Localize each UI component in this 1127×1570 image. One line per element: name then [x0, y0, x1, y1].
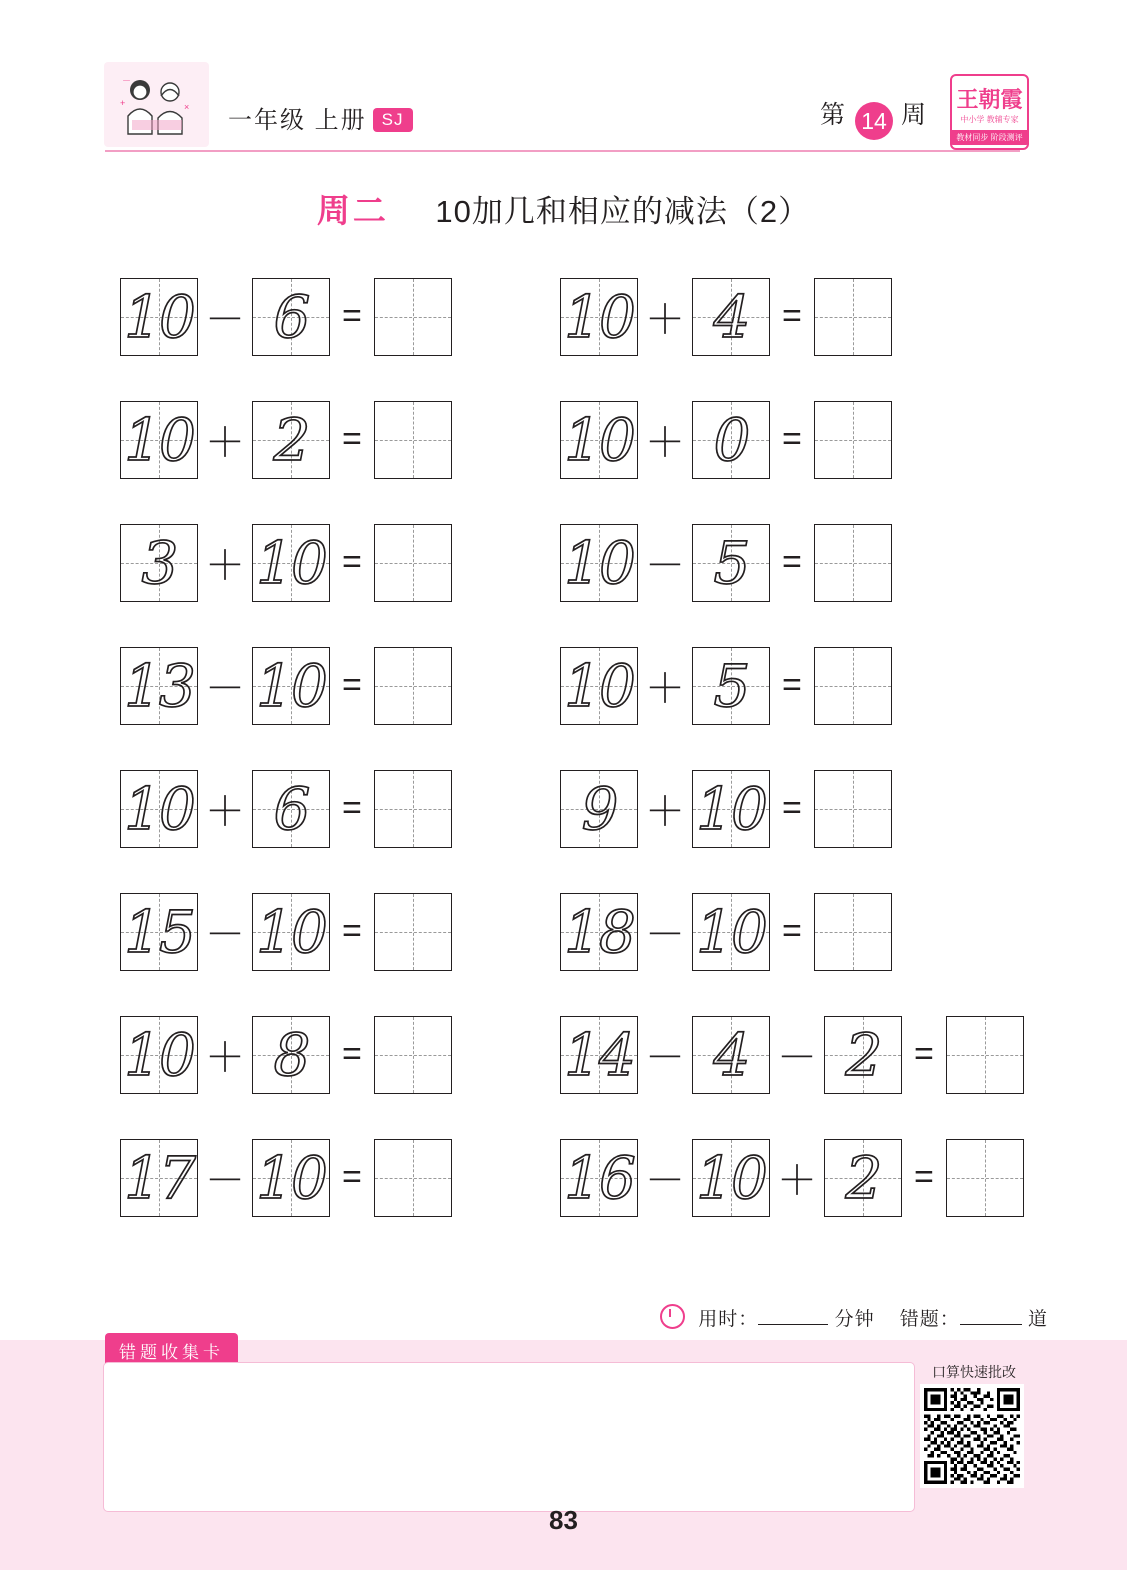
operand-value: 15 — [124, 897, 194, 966]
problem-item — [120, 870, 452, 993]
operator: － — [645, 1159, 685, 1203]
operator: ＋ — [645, 421, 685, 465]
operator: ＋ — [205, 421, 245, 465]
operator: － — [205, 1159, 245, 1203]
operand-value: 13 — [124, 651, 194, 720]
operand-cell — [692, 524, 770, 602]
time-unit: 分钟 — [834, 1309, 875, 1330]
operand-cell — [252, 1016, 330, 1094]
operand-value: 18 — [564, 897, 634, 966]
problem-row — [0, 624, 1127, 747]
operand-cell — [120, 1139, 198, 1217]
page-number: 83 — [549, 1505, 578, 1535]
brand-name: 王朝霞 — [956, 87, 1023, 112]
operand-cell — [252, 770, 330, 848]
time-input-line[interactable] — [758, 1307, 828, 1325]
operator: ＋ — [645, 667, 685, 711]
problem-row — [0, 747, 1127, 870]
operand-cell — [120, 401, 198, 479]
grade-label — [228, 100, 413, 135]
problem-item — [560, 501, 892, 624]
problem-item — [120, 1116, 452, 1239]
title-day: 周二 — [316, 192, 389, 229]
operand-cell — [560, 1139, 638, 1217]
time-label: 用时： — [698, 1309, 759, 1330]
operator: ＋ — [205, 544, 245, 588]
equals-sign: = — [342, 789, 362, 827]
operand-value: 14 — [564, 1020, 634, 1089]
operand-value: 2 — [273, 405, 309, 474]
subject-badge: SJ — [373, 108, 413, 132]
problem-row — [0, 870, 1127, 993]
problem-row — [0, 255, 1127, 378]
operand-value: 10 — [564, 405, 634, 474]
operand-cell — [120, 278, 198, 356]
operand-cell — [120, 1016, 198, 1094]
operand-value: 10 — [124, 405, 194, 474]
problem-item — [560, 1116, 1024, 1239]
answer-cell[interactable] — [814, 401, 892, 479]
equals-sign: = — [782, 297, 802, 335]
operand-value: 10 — [124, 774, 194, 843]
equals-sign: = — [342, 666, 362, 704]
operand-cell — [824, 1139, 902, 1217]
problem-row — [0, 501, 1127, 624]
operand-value: 10 — [564, 282, 634, 351]
page-title — [0, 185, 1127, 232]
problem-item — [560, 378, 892, 501]
equals-sign: = — [914, 1035, 934, 1073]
operator: ＋ — [777, 1159, 817, 1203]
operand-cell — [560, 647, 638, 725]
equals-sign: = — [342, 543, 362, 581]
qr-code-icon — [924, 1388, 1020, 1484]
equals-sign: = — [342, 420, 362, 458]
week-number: 14 — [855, 102, 893, 140]
operand-value: 10 — [696, 1143, 766, 1212]
operand-cell — [252, 893, 330, 971]
problem-item — [120, 501, 452, 624]
equals-sign: = — [342, 1035, 362, 1073]
operand-value: 2 — [845, 1143, 881, 1212]
operand-cell — [692, 278, 770, 356]
operator: － — [205, 667, 245, 711]
operand-value: 10 — [564, 651, 634, 720]
operand-value: 10 — [696, 774, 766, 843]
answer-cell[interactable] — [374, 893, 452, 971]
operand-value: 10 — [696, 897, 766, 966]
operator: － — [645, 913, 685, 957]
error-card-label: 错题收集卡 — [105, 1333, 238, 1368]
answer-cell[interactable] — [374, 1016, 452, 1094]
week-indicator — [820, 95, 928, 134]
answer-cell[interactable] — [374, 401, 452, 479]
operator: ＋ — [645, 790, 685, 834]
operand-value: 5 — [713, 651, 749, 720]
operand-cell — [120, 893, 198, 971]
problem-item — [560, 624, 892, 747]
operand-value: 10 — [124, 1020, 194, 1089]
problem-item — [120, 747, 452, 870]
timer-row — [660, 1300, 1048, 1331]
operand-value: 16 — [564, 1143, 634, 1212]
operand-cell — [692, 1139, 770, 1217]
operand-cell — [692, 770, 770, 848]
week-suffix: 周 — [901, 101, 929, 129]
operand-value: 5 — [713, 528, 749, 597]
operand-cell — [692, 893, 770, 971]
operator: － — [645, 544, 685, 588]
operand-cell — [560, 278, 638, 356]
problem-row — [0, 378, 1127, 501]
operand-value: 10 — [124, 282, 194, 351]
title-text: 10加几和相应的减法（2） — [435, 194, 811, 229]
operand-value: 9 — [581, 774, 617, 843]
operand-value: 3 — [141, 528, 177, 597]
answer-cell[interactable] — [814, 893, 892, 971]
answer-cell[interactable] — [374, 1139, 452, 1217]
equals-sign: = — [342, 1158, 362, 1196]
problem-item — [560, 747, 892, 870]
wrong-input-line[interactable] — [960, 1307, 1022, 1325]
answer-cell[interactable] — [814, 524, 892, 602]
answer-cell[interactable] — [946, 1016, 1024, 1094]
operand-value: 10 — [256, 528, 326, 597]
operand-cell — [252, 647, 330, 725]
mascot-logo — [104, 62, 209, 147]
operand-value: 10 — [564, 528, 634, 597]
qr-code[interactable] — [920, 1384, 1024, 1488]
answer-cell[interactable] — [946, 1139, 1024, 1217]
answer-cell[interactable] — [814, 278, 892, 356]
operand-cell — [120, 647, 198, 725]
operand-cell — [692, 1016, 770, 1094]
operator: － — [777, 1036, 817, 1080]
grade-text: 一年级 上册 — [228, 107, 367, 134]
operand-cell — [120, 770, 198, 848]
brand-banner: 教材同步 阶段测评 — [952, 130, 1027, 145]
equals-sign: = — [782, 666, 802, 704]
answer-cell[interactable] — [814, 647, 892, 725]
operand-cell — [252, 1139, 330, 1217]
operand-cell — [560, 524, 638, 602]
operand-cell — [560, 401, 638, 479]
operator: ＋ — [205, 790, 245, 834]
problem-item — [560, 255, 892, 378]
problem-item — [120, 255, 452, 378]
operator: － — [205, 298, 245, 342]
operand-value: 10 — [256, 897, 326, 966]
operand-value: 8 — [273, 1020, 309, 1089]
answer-cell[interactable] — [374, 647, 452, 725]
brand-sub: 中小学 教辅专家 — [960, 115, 1019, 124]
equals-sign: = — [782, 543, 802, 581]
operator: ＋ — [205, 1036, 245, 1080]
qr-label: 口算快速批改 — [932, 1364, 1016, 1380]
operand-cell — [560, 1016, 638, 1094]
answer-cell[interactable] — [814, 770, 892, 848]
problem-item — [120, 378, 452, 501]
equals-sign: = — [342, 297, 362, 335]
operand-cell — [252, 401, 330, 479]
equals-sign: = — [914, 1158, 934, 1196]
operand-cell — [252, 524, 330, 602]
svg-text:×: × — [184, 102, 190, 112]
operator: － — [205, 913, 245, 957]
svg-text:+: + — [120, 98, 126, 108]
operand-value: 10 — [256, 1143, 326, 1212]
answer-cell[interactable] — [374, 770, 452, 848]
answer-cell[interactable] — [374, 278, 452, 356]
problem-row — [0, 993, 1127, 1116]
week-prefix: 第 — [820, 101, 848, 129]
svg-text:－: － — [122, 76, 132, 86]
operand-value: 4 — [713, 282, 749, 351]
answer-cell[interactable] — [374, 524, 452, 602]
operand-value: 6 — [273, 774, 309, 843]
stopwatch-icon — [660, 1304, 685, 1329]
equals-sign: = — [782, 789, 802, 827]
operand-value: 2 — [845, 1020, 881, 1089]
operand-cell — [560, 893, 638, 971]
wrong-unit: 道 — [1028, 1309, 1049, 1330]
problem-item — [120, 993, 452, 1116]
brand-logo — [950, 74, 1029, 150]
problem-sheet — [0, 255, 1127, 1239]
page-header — [0, 0, 1127, 165]
operand-value: 4 — [713, 1020, 749, 1089]
kids-illustration-icon — [118, 76, 196, 138]
equals-sign: = — [782, 420, 802, 458]
problem-item — [120, 624, 452, 747]
operator: － — [645, 1036, 685, 1080]
operand-cell — [692, 401, 770, 479]
operand-value: 6 — [273, 282, 309, 351]
wrong-label: 错题： — [899, 1309, 960, 1330]
operand-cell — [120, 524, 198, 602]
equals-sign: = — [782, 912, 802, 950]
operand-cell — [692, 647, 770, 725]
operator: ＋ — [645, 298, 685, 342]
equals-sign: = — [342, 912, 362, 950]
header-divider — [105, 150, 1020, 152]
problem-item — [560, 993, 1024, 1116]
operand-cell — [560, 770, 638, 848]
problem-item — [560, 870, 892, 993]
operand-value: 10 — [256, 651, 326, 720]
operand-cell — [824, 1016, 902, 1094]
problem-row — [0, 1116, 1127, 1239]
operand-value: 0 — [713, 405, 749, 474]
error-card-box[interactable] — [103, 1362, 915, 1512]
operand-cell — [252, 278, 330, 356]
operand-value: 17 — [124, 1143, 194, 1212]
